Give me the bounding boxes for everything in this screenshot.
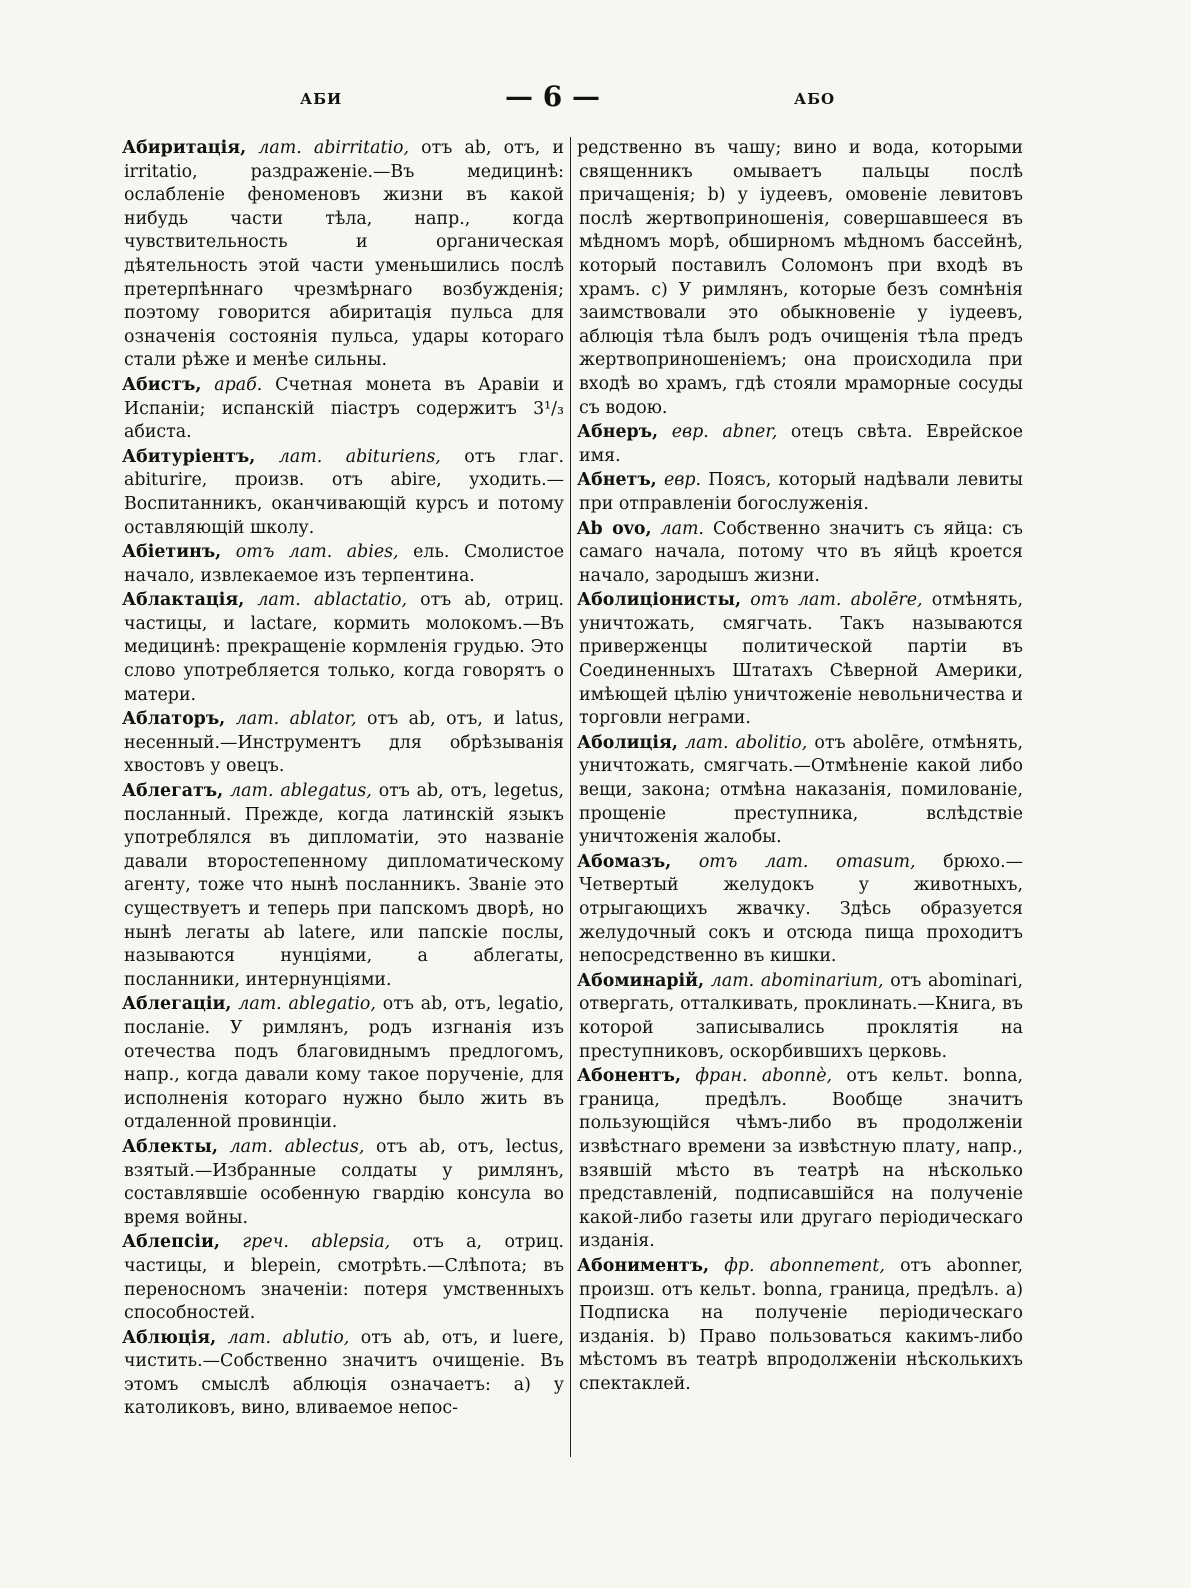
etymology: отъ лат. abies, <box>235 542 399 563</box>
definition: отъ abonner, произш. отъ кельт. bonna, граница, предѣлъ. а) Подписка на полученіе періодическаго изданія. b) Право пользоваться какимъ-либо мѣстомъ въ театрѣ впродолженіи нѣсколькихъ спектаклей. <box>579 1255 1023 1394</box>
definition: отъ abolēre, отмѣнять, уничтожать, смягчать.—Отмѣненіе какой либо вещи, закона; отмѣна наказанія, помилованіе, прощеніе преступника, вслѣдствіе уничтоженія жалобы. <box>579 732 1024 848</box>
etymology: лат. abirritatio, <box>258 138 410 158</box>
dictionary-entry <box>124 446 564 540</box>
definition: отъ ab, отъ, lectus, взятый.—Избранные солдаты у римлянъ, составлявшіе особенную гвардію консула во время войны. <box>124 1136 565 1228</box>
etymology: греч. ablepsia, <box>242 1232 391 1253</box>
definition: отъ а, отриц. частицы, и blepein, смотрѣть.—Слѣпота; въ переносномъ значеніи: потеря умственныхъ способностей. <box>124 1232 564 1324</box>
left-column <box>124 137 570 1457</box>
headword: Аблегаціи, <box>122 994 232 1015</box>
running-head-left: АБИ <box>300 90 343 108</box>
headword: Аблактація, <box>122 590 245 611</box>
dictionary-entry <box>124 589 564 707</box>
headword: Аболиція, <box>577 732 678 753</box>
etymology: лат. ablegatio, <box>238 994 376 1015</box>
definition: брюхо.—Четвертый желудокъ у животныхъ, отрыгающихъ жвачку. Здѣсь образуется желудочный сокъ и отсюда пища проходитъ непосредственно въ кишки. <box>579 851 1024 967</box>
dictionary-entry <box>579 1255 1023 1397</box>
column-rule <box>570 137 571 1457</box>
headword: Абнетъ, <box>577 470 657 491</box>
headword: Аблаторъ, <box>122 709 226 730</box>
headword: Аблегатъ, <box>122 781 224 802</box>
dictionary-entry <box>124 1327 564 1421</box>
right-column <box>577 137 1023 1457</box>
headword: Аблекты, <box>122 1136 218 1157</box>
definition: отъ abominari, отвергать, отталкивать, проклинать.—Книга, въ которой записывались проклятія на преступниковъ, оскорбившихъ церковь. <box>579 970 1023 1062</box>
dictionary-entry <box>124 137 564 373</box>
etymology: фр. abonnement, <box>724 1255 885 1276</box>
etymology: лат. ablutio, <box>227 1327 350 1348</box>
etymology: лат. ablectus, <box>229 1136 365 1157</box>
definition: отъ ab, отъ, и luere, чистить.—Собственно значитъ очищеніе. Въ этомъ смыслѣ аблюція означаетъ: а) у католиковъ, вино, вливаемое непос- <box>124 1327 564 1419</box>
etymology: лат. <box>660 518 704 539</box>
dictionary-entry <box>124 993 564 1135</box>
definition: Поясъ, который надѣвали левиты при отправленіи богослуженія. <box>579 470 1024 514</box>
etymology: лат. abolitio, <box>685 732 808 753</box>
dictionary-entry <box>124 541 564 588</box>
headword: Абониментъ, <box>577 1255 710 1276</box>
headword: Аболиціонисты, <box>577 590 742 611</box>
headword: Ab ovo, <box>577 518 652 539</box>
two-column-body <box>124 137 1024 1457</box>
definition: отъ глаг. abiturire, произв. отъ abire, уходить.—Воспитанникъ, оканчивающій курсъ и потому оставляющій школу. <box>124 446 565 538</box>
dictionary-entry <box>579 518 1023 589</box>
headword: Абонентъ, <box>577 1066 682 1087</box>
definition: ель. Смолистое начало, извлекаемое изъ терпентина. <box>124 542 565 586</box>
definition: отъ кельт. bonna, граница, предѣлъ. Вообще значитъ пользующійся чѣмъ-либо въ продолженіи извѣстнаго времени за извѣстную плату, напр., взявшій мѣсто въ театрѣ на нѣсколько представленій, подписавшійся на полученіе какой-либо газеты или другаго періодическаго изданія. <box>579 1066 1024 1252</box>
definition: Собственно значитъ съ яйца: съ самаго начала, потому что въ яйцѣ кроется начало, зародышъ жизни. <box>579 518 1023 586</box>
dictionary-entry <box>124 374 564 445</box>
etymology: фран. abonnè, <box>695 1066 833 1087</box>
continued-text: редственно въ чашу; вино и вода, которыми священникъ омываетъ пальцы послѣ причащенія; b) у іудеевъ, омовеніе левитовъ послѣ жертвоприношенія, совершавшееся въ мѣдномъ морѣ, обширномъ мѣдномъ бассейнѣ, который поставилъ Соломонъ при входѣ въ храмъ. с) У римлянъ, которые безъ сомнѣнія заимствовали это обыкновеніе у іудеевъ, аблюція тѣла былъ родъ очищенія тѣла предъ жертвоприношеніемъ; она происходила при входѣ во храмъ, гдѣ стояли мраморные сосуды съ водою. <box>577 138 1023 418</box>
dictionary-entry <box>579 469 1023 516</box>
dictionary-entry <box>579 421 1023 468</box>
headword: Абомазъ, <box>577 851 672 872</box>
dictionary-entry <box>124 1136 564 1230</box>
dictionary-entry <box>124 708 564 779</box>
headword: Абнеръ, <box>577 422 659 443</box>
dictionary-entry <box>579 732 1023 850</box>
definition: отъ ab, отъ, legetus, посланный. Прежде, когда латинскій языкъ употреблялся въ дипломатіи, это названіе давали второстепенному дипломатическому агенту, тоже что нынѣ посланникъ. Званіе это существуетъ и теперь при папскомъ дворѣ, но нынѣ легаты ab latere, или папскіе послы, называются нунціями, а аблегаты, посланники, интернунціями. <box>124 781 565 990</box>
dictionary-entry <box>579 1065 1023 1254</box>
page-number: — 6 — <box>505 80 600 113</box>
etymology: евр. <box>663 470 702 491</box>
etymology: араб. <box>214 374 263 395</box>
etymology: лат. abituriens, <box>278 446 441 467</box>
dictionary-entry <box>124 780 564 992</box>
running-head-right: АБО <box>794 90 836 108</box>
definition: Счетная монета въ Аравіи и Испаніи; испанскій піастръ содержитъ 3¹/₃ абиста. <box>124 374 564 443</box>
etymology: лат. ablegatus, <box>230 781 372 802</box>
definition: отмѣнять, уничтожать, смягчать. Такъ называются приверженцы политической партіи въ Соединенныхъ Штатахъ Сѣверной Америки, имѣющей цѣлію уничтоженіе невольничества и торговли неграми. <box>579 590 1024 729</box>
headword: Аблепсіи, <box>122 1232 220 1253</box>
headword: Абитуріентъ, <box>122 446 256 467</box>
etymology: отъ лат. abolēre, <box>750 590 923 611</box>
etymology: евр. abner, <box>671 422 778 443</box>
headword: Абіетинъ, <box>122 542 222 563</box>
etymology: отъ лат. omasum, <box>698 851 916 872</box>
definition: отъ ab, отъ, legatio, посланіе. У римлянъ, родъ изгнанія изъ отечества подъ благовиднымъ предлогомъ, напр., когда давали кому такое порученіе, для исполненія котораго нужно было жить въ отдаленной провинціи. <box>124 994 564 1133</box>
running-head <box>0 80 1191 120</box>
dictionary-entry <box>124 1231 564 1325</box>
etymology: лат. abominarium, <box>710 970 884 991</box>
dictionary-entry <box>579 970 1023 1064</box>
headword: Абоминарій, <box>577 970 705 991</box>
etymology: лат. ablator, <box>235 709 357 730</box>
definition: отъ ab, отъ, и irritatio, раздраженіе.—Въ медицинѣ: ослабленіе феноменовъ жизни въ какой нибудь части тѣла, напр., когда чувствительность и органическая дѣятельность этой части уменьшились послѣ претерпѣннаго чрезмѣрнаго возбужденія; поэтому говорится абиритація пульса для означенія состоянія пульса, удары котораго стали рѣже и менѣе сильны. <box>124 138 565 371</box>
headword: Абистъ, <box>122 374 202 395</box>
definition: отъ ab, отриц. частицы, и lactare, кормить молокомъ.—Въ медицинѣ: прекращеніе кормленія грудью. Это слово употребляется только, когда говорятъ о матери. <box>124 590 564 705</box>
definition: отецъ свѣта. Еврейское имя. <box>579 422 1024 466</box>
dictionary-entry <box>579 589 1023 731</box>
headword: Аблюція, <box>122 1327 217 1348</box>
dictionary-entry <box>579 851 1023 969</box>
headword: Абиритація, <box>122 138 247 158</box>
definition: отъ ab, отъ, и latus, несенный.—Инструментъ для обрѣзыванія хвостовъ у овецъ. <box>124 709 565 777</box>
etymology: лат. ablactatio, <box>257 590 407 611</box>
